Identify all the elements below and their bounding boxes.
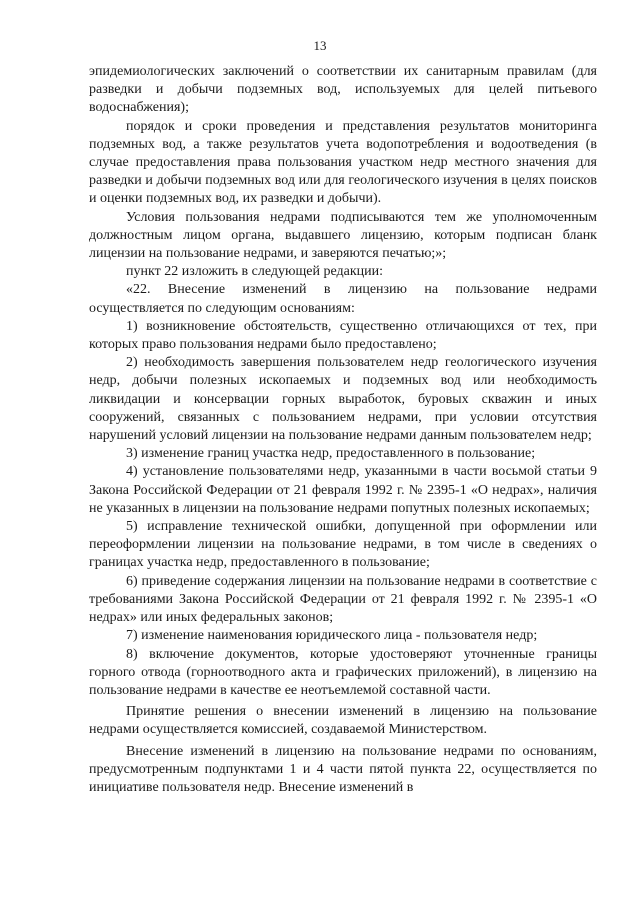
paragraph: Принятие решения о внесении изменений в лицензию на пользование недрами осуществляется комиссией, создаваемой Министерством. xyxy=(89,704,597,738)
document-body xyxy=(89,63,597,797)
paragraph: Внесение изменений в лицензию на пользование недрами по основаниям, предусмотренным подпунктами 1 и 4 части пятой пункта 22, осуществляется по инициативе пользователя недр. Внесение изменений в xyxy=(89,743,597,795)
list-item: 5) исправление технической ошибки, допущенной при оформлении или переоформлении лицензии на пользование недрами, в том числе в сведениях о границах участка недр, предоставленного в пользование; xyxy=(89,519,597,571)
paragraph: порядок и сроки проведения и представления результатов мониторинга подземных вод, а также результатов учета водопотребления и водоотведения (в случае предоставления права пользования участком недр местного значения для разведки и добычи подземных вод или для геологического изучения в целях поисков и оценки подземных вод, их разведки и добычи). xyxy=(89,118,597,207)
list-item: 1) возникновение обстоятельств, существенно отличающихся от тех, при которых право пользования недрами было предоставлено; xyxy=(89,318,597,353)
list-item: 7) изменение наименования юридического лица - пользователя недр; xyxy=(126,628,538,644)
list-item: 4) установление пользователями недр, указанными в части восьмой статьи 9 Закона Российской Федерации от 21 февраля 1992 г. № 2395-1 «О недрах», наличия не указанных в лицензии на пользование недрами попутных полезных ископаемых; xyxy=(89,464,597,516)
paragraph: «22. Внесение изменений в лицензию на пользование недрами осуществляется по следующим основаниям: xyxy=(89,282,597,316)
page-number: 13 xyxy=(313,38,327,53)
paragraph: эпидемиологических заключений о соответствии их санитарным правилам (для разведки и добычи подземных вод, используемых для целей питьевого водоснабжения); xyxy=(89,64,597,116)
paragraph: пункт 22 изложить в следующей редакции: xyxy=(126,264,383,280)
list-item: 3) изменение границ участка недр, предоставленного в пользование; xyxy=(126,446,536,462)
list-item: 2) необходимость завершения пользователем недр геологического изучения недр, добычи полезных ископаемых и подземных вод или необходимость ликвидации и консервации горных выработок, буровых скважин и иных сооружений, связанных с пользованием недрами, при условии отсутствия нарушений условий лицензии на пользование недрами данным пользователем недр; xyxy=(89,355,597,444)
list-item: 8) включение документов, которые удостоверяют уточненные границы горного отвода (горноотводного акта и графических приложений), в лицензию на пользование недрами в качестве ее неотъемлемой составной части. xyxy=(89,646,597,698)
list-item: 6) приведение содержания лицензии на пользование недрами в соответствие с требованиями Закона Российской Федерации от 21 февраля 1992 г. № 2395-1 «О недрах» или иных федеральных законов; xyxy=(89,573,597,626)
paragraph: Условия пользования недрами подписываются тем же уполномоченным должностным лицом органа, выдавшего лицензию, которым подписан бланк лицензии на пользование недрами, и заверяются печатью;»; xyxy=(89,209,597,262)
